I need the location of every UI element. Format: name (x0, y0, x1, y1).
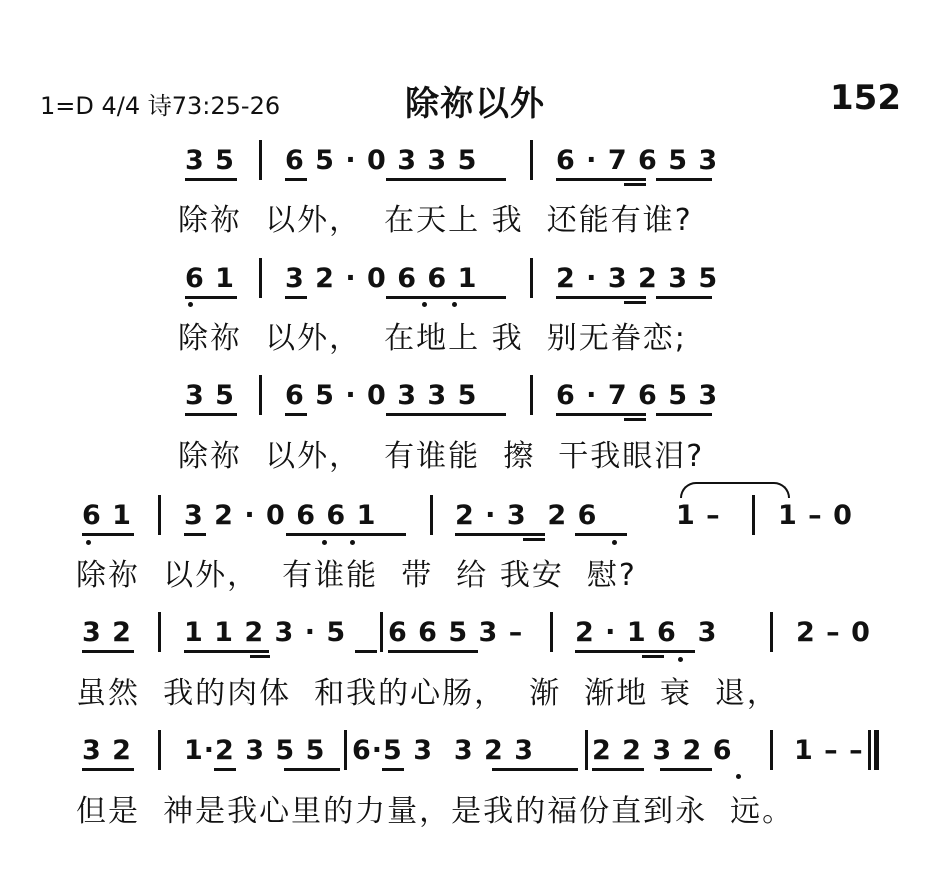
beam-underline (184, 533, 206, 536)
beam-underline (556, 413, 646, 416)
measure-notes: 1 1 2 3 · 5 (184, 617, 347, 648)
lyrics-line: 除祢 以外， 在天上 我 还能有谁? (178, 203, 693, 238)
low-octave-dot (322, 540, 327, 545)
measure-notes: 2 · 3 2 6 (455, 500, 598, 531)
measure-notes: 6 5 · 0 3 3 5 (285, 145, 478, 176)
beam-underline (355, 650, 377, 653)
beam-underline (185, 413, 237, 416)
measure-notes: 6 5 · 0 3 3 5 (285, 380, 478, 411)
measure-notes: 6 6 5 3 – (388, 617, 524, 648)
beam-underline (185, 178, 237, 181)
barline (259, 375, 262, 415)
beam-underline (624, 418, 646, 421)
barline (770, 612, 773, 652)
beam-underline (214, 768, 236, 771)
lyrics-line: 虽然 我的肉体 和我的心肠， 渐 渐地 衰 退， (76, 676, 779, 711)
measure-notes: 6 · 7 6 5 3 (556, 380, 719, 411)
low-octave-dot (86, 540, 91, 545)
measure-notes: 1 – 0 (778, 500, 853, 531)
low-octave-dot (612, 540, 617, 545)
beam-underline (382, 768, 404, 771)
measure-notes: 3 2 · 0 6 6 1 (285, 263, 478, 294)
measure-notes: 2 2 3 2 6 (592, 735, 733, 766)
lyrics-line: 但是 神是我心里的力量，是我的福份直到永 远。 (76, 794, 795, 829)
measure-notes: 2 · 3 2 3 5 (556, 263, 719, 294)
barline (158, 730, 161, 770)
beam-underline (388, 650, 478, 653)
final-barline-thick (874, 730, 879, 770)
measure-notes: 3 5 (185, 145, 235, 176)
beam-underline (624, 301, 646, 304)
barline (259, 258, 262, 298)
barline (550, 612, 553, 652)
measure-notes: 6·5 3 3 2 3 (352, 735, 534, 766)
beam-underline (285, 296, 307, 299)
beam-underline (82, 533, 134, 536)
beam-underline (250, 655, 270, 658)
measure-notes: 3 2 · 0 6 6 1 (184, 500, 377, 531)
measure-notes: 6 1 (82, 500, 132, 531)
barline (530, 258, 533, 298)
barline (530, 140, 533, 180)
lyrics-line: 除祢 以外， 在地上 我 别无眷恋; (178, 321, 687, 356)
barline (752, 495, 755, 535)
beam-underline (642, 655, 664, 658)
measure-notes: 3 2 (82, 735, 132, 766)
barline (158, 495, 161, 535)
beam-underline (556, 178, 646, 181)
measure-notes: 3 5 (185, 380, 235, 411)
beam-underline (386, 413, 506, 416)
barline (259, 140, 262, 180)
song-title: 除祢以外 (405, 84, 545, 124)
beam-underline (82, 768, 134, 771)
barline (430, 495, 433, 535)
measure-notes: 2 · 1 6 3 (575, 617, 718, 648)
key-time-reference: 1=D 4/4 诗73:25-26 (40, 92, 281, 120)
beam-underline (656, 296, 712, 299)
beam-underline (184, 650, 269, 653)
beam-underline (660, 768, 712, 771)
low-octave-dot (188, 302, 193, 307)
final-barline-thin (868, 730, 871, 770)
beam-underline (575, 650, 695, 653)
measure-notes: 1 – (676, 500, 721, 531)
barline (770, 730, 773, 770)
low-octave-dot (678, 657, 683, 662)
beam-underline (656, 178, 712, 181)
measure-notes: 1 – – (794, 735, 864, 766)
beam-underline (624, 183, 646, 186)
lyrics-line: 除祢 以外， 有谁能 带 给 我安 慰? (76, 558, 637, 593)
beam-underline (386, 296, 506, 299)
hymn-number: 152 (830, 78, 901, 118)
low-octave-dot (422, 302, 427, 307)
barline (344, 730, 347, 770)
beam-underline (556, 296, 646, 299)
beam-underline (286, 533, 406, 536)
beam-underline (284, 768, 340, 771)
measure-notes: 6 1 (185, 263, 235, 294)
beam-underline (82, 650, 134, 653)
barline (158, 612, 161, 652)
beam-underline (185, 296, 237, 299)
measure-notes: 2 – 0 (796, 617, 871, 648)
beam-underline (656, 413, 712, 416)
low-octave-dot (350, 540, 355, 545)
beam-underline (455, 533, 545, 536)
lyrics-line: 除祢 以外， 有谁能 擦 干我眼泪? (178, 439, 705, 474)
measure-notes: 1·2 3 5 5 (184, 735, 326, 766)
beam-underline (523, 538, 545, 541)
beam-underline (285, 413, 307, 416)
beam-underline (386, 178, 506, 181)
low-octave-dot (452, 302, 457, 307)
barline (380, 612, 383, 652)
beam-underline (592, 768, 644, 771)
measure-notes: 3 2 (82, 617, 132, 648)
beam-underline (285, 178, 307, 181)
low-octave-dot (736, 774, 741, 779)
barline (530, 375, 533, 415)
tie-arc (680, 482, 790, 498)
measure-notes: 6 · 7 6 5 3 (556, 145, 719, 176)
barline (585, 730, 588, 770)
beam-underline (492, 768, 578, 771)
beam-underline (575, 533, 627, 536)
